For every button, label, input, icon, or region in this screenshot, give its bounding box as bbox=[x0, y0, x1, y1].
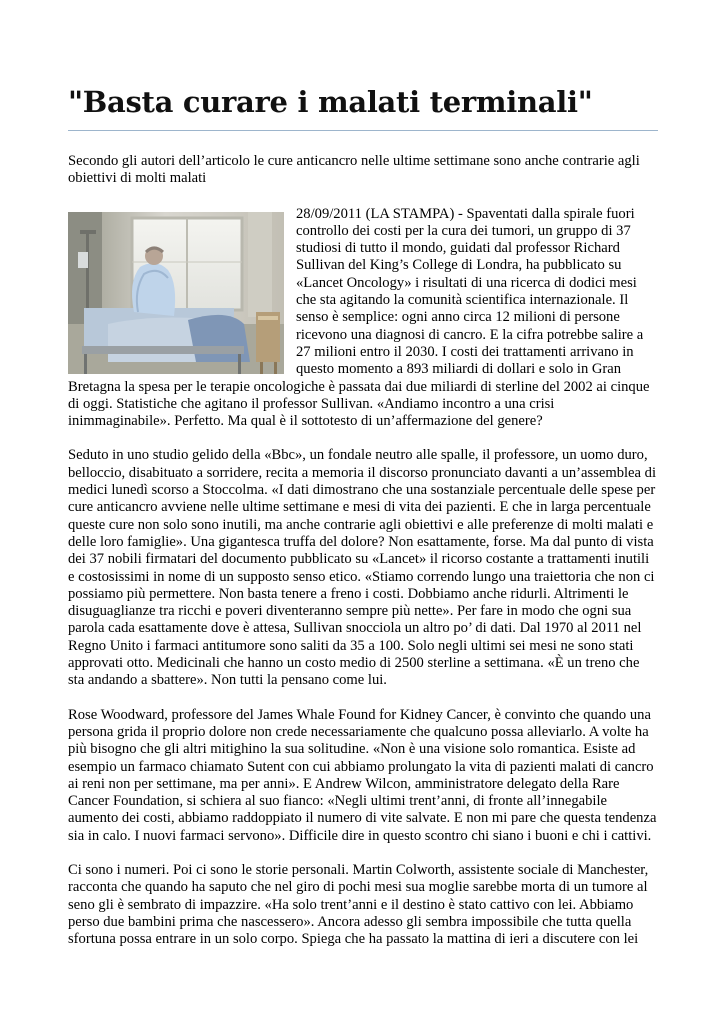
article-paragraph-4: Ci sono i numeri. Poi ci sono le storie personali. Martin Colworth, assistente sociale di Manchester, racconta che quando ha saputo che nel giro di pochi mesi sua moglie sarebbe morta di un tumore al seno gli è sembrato di impazzire. «Ha solo trent’anni e il destino è stato cattivo con lei. Abbiamo perso due bambini prima che nascessero». Ancora adesso gli sembra impossibile che tutta quella sfortuna possa entrare in un solo corpo. Spiega che ha passato la mattina di ieri a discutere con lei bbox=[68, 861, 649, 948]
article-paragraph-3: Rose Woodward, professore del James Whale Found for Kidney Cancer, è convinto che quando una persona grida il proprio dolore non crede necessariamente che qualcuno possa alleviarlo. A volte ha più bisogno che gli altri mitighino la sua solitudine. «Non è una visione solo romantica. Esiste ad esempio un farmaco chiamato Sutent con cui abbiamo prolungato la vita di pazienti malati di cancro ai reni non per settimane, ma per anni». E Andrew Wilcon, amministratore delegato della Rare Cancer Foundation, si schiera al suo fianco: «Negli ultimi trent’anni, di fronte all’innegabile aumento dei costi, abbiamo raddoppiato il numero di vite salvate. E non mi pare che questa tendenza sia in calo. I nuovi farmaci servono». Difficile dire in questo scontro chi siano i buoni e chi i cattivi. bbox=[68, 706, 657, 844]
article-body bbox=[68, 206, 658, 949]
article-subtitle: Secondo gli autori dell’articolo le cure anticancro nelle ultime settimane sono anche contrarie agli obiettivi di molti malati bbox=[68, 153, 640, 187]
article-paragraph-2: Seduto in uno studio gelido della «Bbc», un fondale neutro alle spalle, il professore, un uomo duro, belloccio, disabituato a sorridere, recita a memoria il discorso pronunciato davanti a un’assemblea di medici lunedì scorso a Stoccolma. «I dati dimostrano che una sostanziale percentuale delle spese per cure anticancro avviene nelle ultime settimane e mesi di vita dei pazienti. E che in larga percentuale queste cure non solo sono inutili, ma anche contrarie agli obiettivi e alle preferenze di molti malati e delle loro famiglie». Una gigantesca truffa del dolore? Non esattamente, forse. Ma dal punto di vista dei 37 nobili firmatari del documento pubblicato su «Lancet» il ricorso costante a trattamenti inutili e costosissimi in nome di un supposto senso etico. «Stiamo correndo lungo una traiettoria che non ci possiamo più permettere. Non basta tenere a freno i costi. Dobbiamo anche ridurli. Altrimenti le disuguaglianze tra ricchi e poveri diventeranno sempre più nette». Per fare in modo che ogni sua parola cada esattamente dove è attesa, Sullivan snocciola un altro po’ di dati. Dal 1970 al 2011 nel Regno Unito i farmaci antitumore sono saliti da 35 a 100. Solo negli ultimi sei mesi ne sono stati approvati otto. Medicinali che hanno un costo medio di 2500 sterline a settimana. «È un treno che sta andando a sbattere». Non tutti la pensano come lui. bbox=[68, 447, 657, 689]
hospital-patient-photo bbox=[68, 212, 284, 374]
photo-illustration bbox=[68, 212, 284, 374]
article-paragraph-1: 28/09/2011 (LA STAMPA) - Spaventati dalla spirale fuori controllo dei costi per la cura dei tumori, un gruppo di 37 studiosi di tutto il mondo, guidati dal professor Richard Sullivan del King’s College di Londra, ha pubblicato su «Lancet Oncology» i risultati di una ricerca di dodici mesi che sta agitando la comunità scientifica internazionale. Il senso è semplice: ogni anno circa 12 milioni di persone ricevono una diagnosi di cancro. E la cifra potrebbe salire a 27 milioni entro il 2030. I costi dei trattamenti arrivano in questo momento a 893 miliardi di dollari e solo in Gran Bretagna la spesa per le terapie oncologiche è passata dai due miliardi di sterline del 2002 ai cinque di oggi. Statistiche che agitano il professor Sullivan. «Andiamo incontro a una crisi inimmaginabile». Perfetto. Ma qual è il sottotesto di un’affermazione del genere? bbox=[68, 205, 650, 430]
article-title: "Basta curare i malati terminali" bbox=[68, 80, 658, 131]
article-page bbox=[68, 80, 658, 965]
